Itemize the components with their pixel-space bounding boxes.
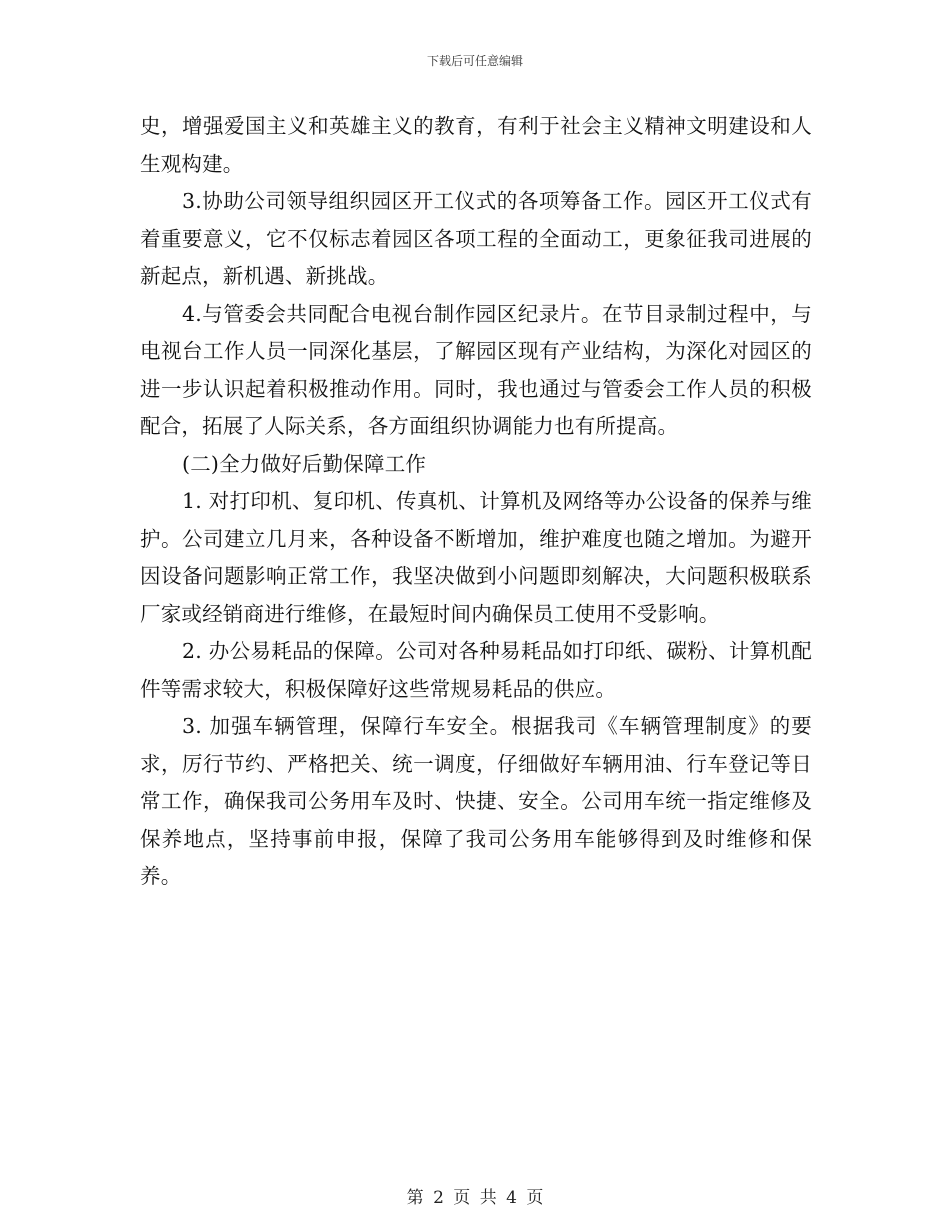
paragraph-item-1-equipment: 1. 对打印机、复印机、传真机、计算机及网络等办公设备的保养与维护。公司建立几月来，各种设备不断增加，维护难度也随之增加。为避开因设备问题影响正常工作，我坚决做到小问题即刻解决，大问题积极联系厂家或经销商进行维修，在最短时间内确保员工使用不受影响。 bbox=[140, 489, 812, 626]
page-number: 第 2 页 共 4 页 bbox=[406, 1188, 544, 1208]
page-header: 下载后可任意编辑 bbox=[426, 54, 523, 68]
paragraph-item-3-ceremony: 3.协助公司领导组织园区开工仪式的各项筹备工作。园区开工仪式有着重要意义，它不仅标志着园区各项工程的全面动工，更象征我司进展的新起点，新机遇、新挑战。 bbox=[140, 189, 812, 288]
section-heading-logistics: (二)全力做好后勤保障工作 bbox=[182, 451, 427, 476]
document-body bbox=[140, 108, 812, 896]
paragraph-continuation: 史，增强爱国主义和英雄主义的教育，有利于社会主义精神文明建设和人生观构建。 bbox=[140, 114, 812, 176]
paragraph-item-3-vehicles: 3. 加强车辆管理，保障行车安全。根据我司《车辆管理制度》的要求，厉行节约、严格把关、统一调度，仔细做好车辆用油、行车登记等日常工作，确保我司公务用车及时、快捷、安全。公司用车统一指定维修及保养地点，坚持事前申报，保障了我司公务用车能够得到及时维修和保养。 bbox=[140, 714, 812, 888]
paragraph-item-4-documentary: 4.与管委会共同配合电视台制作园区纪录片。在节目录制过程中，与电视台工作人员一同深化基层，了解园区现有产业结构，为深化对园区的进一步认识起着积极推动作用。同时，我也通过与管委会工作人员的积极配合，拓展了人际关系，各方面组织协调能力也有所提高。 bbox=[140, 301, 812, 438]
paragraph-item-2-consumables: 2. 办公易耗品的保障。公司对各种易耗品如打印纸、碳粉、计算机配件等需求较大，积极保障好这些常规易耗品的供应。 bbox=[140, 639, 812, 701]
